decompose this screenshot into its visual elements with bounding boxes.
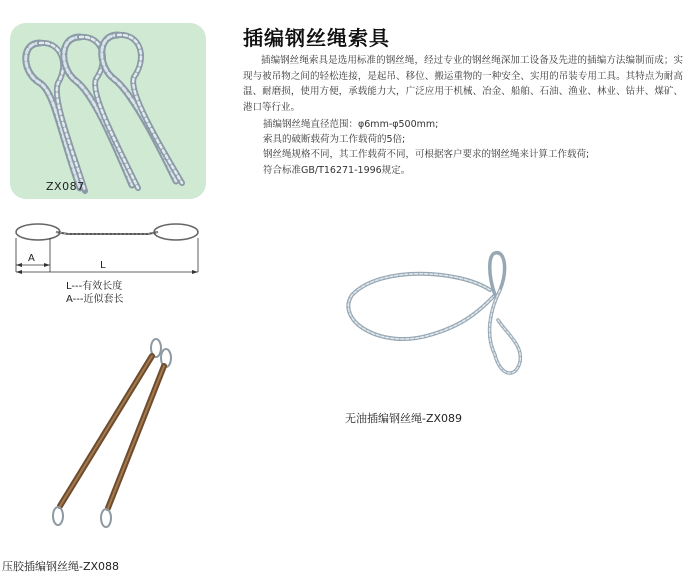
zx089-caption: 无油插编钢丝绳-ZX089 (345, 412, 463, 425)
dim-a-label: A (28, 253, 35, 264)
product-card-zx087 (10, 23, 206, 199)
spec-list (263, 117, 589, 178)
description-paragraph: 插编钢丝绳索具是选用标准的钢丝绳，经过专业的钢丝绳深加工设备及先进的插编方法编制而成；实现与被吊物之间的轻松连接，是起吊、移位、搬运重物的一种安全、实用的吊装专用工具。其特点为耐高温、耐磨损，使用方便，承载能力大，广泛应用于机械、冶金、船舶、石油、渔业、林业、钻井、煤矿、港口等行业。 (243, 55, 683, 113)
rope-body (56, 232, 158, 234)
spec-item: 钢丝绳规格不同，其工作载荷不同，可根据客户要求的钢丝绳来计算工作载荷; (263, 149, 590, 161)
spec-item: 符合标准GB/T16271-1996规定。 (263, 164, 411, 176)
dimension-diagram (8, 212, 208, 278)
page-title: 插编钢丝绳索具 (243, 26, 390, 50)
arrow-icon (192, 270, 198, 274)
zx088-caption: 压胶插编钢丝绳-ZX088 (2, 560, 120, 573)
zx088-slings-image (40, 338, 180, 533)
dim-l-label: L (100, 260, 106, 271)
spec-item: 插编钢丝绳直径范围：φ6mm-φ500mm; (263, 119, 439, 130)
arrow-icon (16, 270, 22, 274)
legend-a: A---近似套长 (66, 294, 124, 305)
zx087-slings-image (10, 23, 206, 199)
arrow-icon (44, 263, 50, 267)
zx087-label: ZX087 (46, 180, 85, 193)
arrow-icon (16, 263, 22, 267)
right-eye-loop (154, 224, 198, 240)
spec-item: 索具的破断载荷为工作载荷的5倍; (263, 134, 406, 146)
left-eye-loop (16, 224, 60, 240)
diagram-legend (66, 280, 123, 306)
legend-l: L---有效长度 (66, 281, 123, 292)
zx089-sling-image (340, 250, 530, 390)
